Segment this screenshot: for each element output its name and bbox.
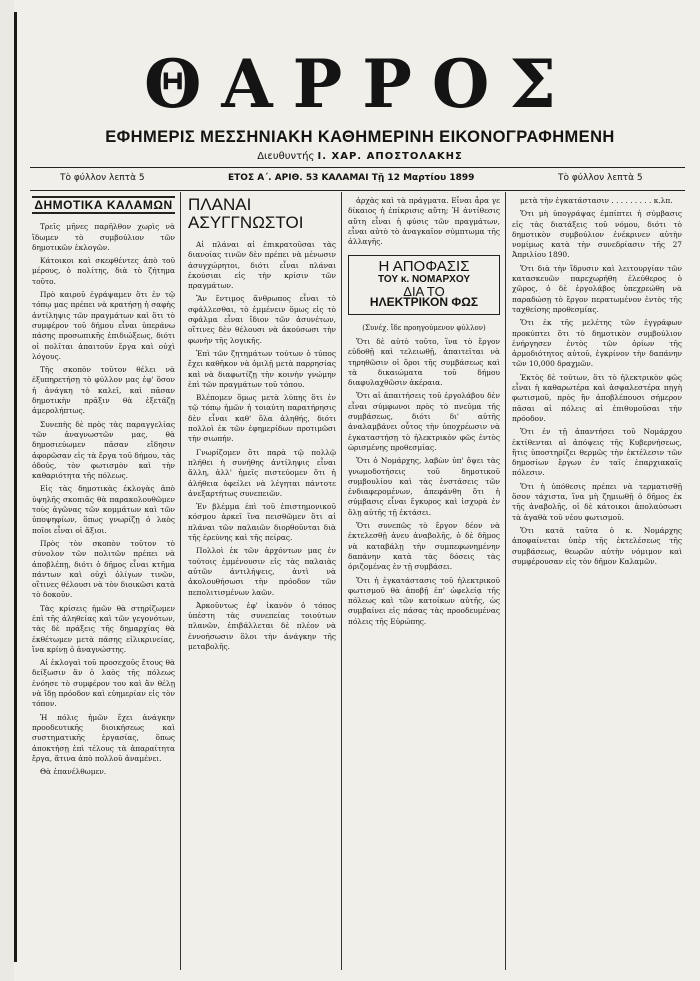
- director-line: [40, 151, 680, 162]
- article-paragraph: Αἱ πλάναι αἱ ἐπικρατοῦσαι τὰς διανοίας τινῶν δὲν πρέπει νὰ μένωσιν ἀσυγχώρητοι, διότι εἶναι πλάναι ἐκούσιαι εἰς τὴν κρίσιν τῶν πραγμάτων.: [188, 240, 336, 291]
- continued-note: (Συνέχ. ἴδε προηγούμενον φύλλον): [362, 323, 486, 332]
- article-paragraph: Τὰς κρίσεις ἡμῶν θὰ στηρίζωμεν ἐπὶ τῆς ἀληθείας καὶ τῶν γεγονότων, τὰς δὲ πράξεις τῆς δημαρχίας θὰ ἐκθέτωμεν μετὰ πάσης εἰλικρινείας, ἵνα κρίνῃ ὁ ἀναγνώστης.: [32, 603, 175, 654]
- article-paragraph: Ὅτι ὁ Νομάρχης, λαβὼν ὑπ' ὄψει τὰς γνωμοδοτήσεις τοῦ δημοτικοῦ συμβουλίου καὶ τὰς ἐνστάσεις τῶν ἐνδιαφερομένων, ἀπεφάνθη ὅτι ἡ σύμβασις εἶναι ἔγκυρος καὶ ἰσχυρὰ ἐν ὅλῃ αὐτῆς τῇ ἐκτάσει.: [348, 456, 500, 517]
- column-3: [348, 196, 500, 966]
- article-paragraph: Ἐπὶ τῶν ζητημάτων τούτων ὁ τύπος ἔχει καθῆκον νὰ ὁμιλῇ μετὰ παρρησίας καὶ νὰ διαφωτίζῃ τὴν κοινὴν γνώμην ἐπὶ τῶν πραγμάτων τοῦ τόπου.: [188, 348, 336, 389]
- article-paragraph: Ὅτι αἱ ἀπαιτήσεις τοῦ ἐργολάβου δὲν εἶναι σύμφωνοι πρὸς τὸ πνεῦμα τῆς συμβάσεως, διότι δι' αὐτῆς ἀναλαμβάνει οὗτος τὴν ὑποχρέωσιν νὰ ἐγκαταστήσῃ τὸ ἠλεκτρικὸν φῶς ἐντὸς ὡρισμένης προθεσμίας.: [348, 391, 500, 452]
- article-paragraph: Θὰ ἐπανέλθωμεν.: [40, 767, 107, 777]
- article-paragraph: Πρὸς τὸν σκοπὸν τοῦτον τὸ σύνολον τῶν πολιτῶν πρέπει νὰ ἀποβλέπῃ, διότι ὁ δῆμος εἶναι κτῆμα πάντων καὶ οὐχὶ ὀλίγων τινῶν, οἵτινες θέλουσι νὰ τὸν διοικῶσι κατὰ τὸ δοκοῦν.: [32, 538, 175, 600]
- article-heading: ΠΛΑΝΑΙ ΑΣΥΓΓΝΩΣΤΟΙ: [188, 196, 304, 232]
- decision-line: ΔΙΑ ΤΟ: [403, 284, 445, 300]
- article-paragraph: Ὅτι μὴ ὑπογράψας ἐμπίπτει ἡ σύμβασις εἰς τὰς διατάξεις τοῦ νόμου, διότι τὸ δημοτικὸν συμβούλιον ἐνέκρινεν αὐτὴν νομίμως κατὰ τὴν συνεδρίασιν τῆς 27 Ἀπριλίου 1890.: [512, 209, 682, 260]
- price-right: Τὸ φύλλον λεπτὰ 5: [558, 173, 643, 183]
- price-left: Τὸ φύλλον λεπτὰ 5: [60, 173, 145, 183]
- article-paragraph: Ὅτι ἡ ὑπόθεσις πρέπει νὰ τερματισθῇ ὅσον τάχιστα, ἵνα μὴ ζημιωθῇ ὁ δῆμος ἐκ τῆς ἀναβολῆς, οἱ δὲ κάτοικοι ἀπολαύσωσι τὰ ἀγαθὰ τοῦ νέου φωτισμοῦ.: [512, 481, 682, 522]
- article-paragraph: Ὅτι ἐν τῇ ἀπαντήσει τοῦ Νομάρχου ἐκτίθενται αἱ ἀπόψεις τῆς Κυβερνήσεως, ἥτις ὑποστηρίζει θερμῶς τὴν ἐκτέλεσιν τῶν δημοσίων ἔργων ἐν ταῖς ἐπαρχιακαῖς πόλεσιν.: [512, 427, 682, 478]
- column-rule: [341, 192, 342, 970]
- article-paragraph: Ὅτι δὲ αὐτὸ τοῦτο, ἵνα τὸ ἔργον εὐδοθῇ καὶ τελειωθῇ, ἀπαιτεῖται νὰ τηρηθῶσιν οἱ ὅροι τῆς συμβάσεως καὶ τὰ δικαιώματα τοῦ δήμου διαφυλαχθῶσιν ἀκέραια.: [348, 336, 500, 388]
- column-rule: [180, 192, 181, 970]
- director-name: Ι. ΧΑΡ. ΑΠΟΣΤΟΛΑΚΗΣ: [317, 151, 463, 162]
- article-paragraph: Ὅτι ἐκ τῆς μελέτης τῶν ἐγγράφων προκύπτει ὅτι τὸ δημοτικὸν συμβούλιον ἐνήργησεν ἐντὸς τῶν ὁρίων τῆς ἁρμοδιότητος αὐτοῦ, ἐγκρίνον τὴν δαπάνην τῶν 10,000 δραχμῶν.: [512, 318, 682, 369]
- article-paragraph: Ὅτι συνεπῶς τὸ ἔργον δέον νὰ ἐκτελεσθῇ ἀνευ ἀναβολῆς, ὁ δὲ δῆμος νὰ καταβάλῃ τὴν συμπεφωνημένην δαπάνην κατὰ τὰς δόσεις τὰς ὁριζομένας ἐν τῇ συμβάσει.: [348, 521, 500, 572]
- article-paragraph: Γνωρίζομεν ὅτι παρὰ τῷ πολλῷ πλήθει ἡ συνήθης ἀντίληψις εἶναι ἄλλη, ἀλλ' ἡμεῖς πιστεύομεν ὅτι ἡ ἀλήθεια ὀφείλει νὰ λέγηται πάντοτε ἀνεξαρτήτως συνεπειῶν.: [188, 447, 336, 498]
- article-paragraph: Ἀρκοῦντως ἐφ' ἱκανὸν ὁ τόπος ὑπέστη τὰς συνεπείας τοιούτων πλανῶν, ἐπιβάλλεται δὲ πλέον νὰ ἐννοήσωσιν ὅλοι τὴν ἀνάγκην τῆς μεταβολῆς.: [188, 600, 336, 651]
- decision-subtitle: ΤΟΥ κ. ΝΟΜΑΡΧΟΥ: [377, 273, 471, 285]
- article-paragraph: Ὅτι ἡ ἐγκατάστασις τοῦ ἠλεκτρικοῦ φωτισμοῦ θὰ ἀποβῇ ἐπ' ὠφελείᾳ τῆς πόλεως καὶ τῶν κατοίκων αὐτῆς, ὡς συμβαίνει εἰς πάσας τὰς προοδευμένας πόλεις τῆς Εὐρώπης.: [348, 575, 500, 626]
- newspaper-title: ΘΑΡΡΟΣ: [143, 45, 577, 123]
- newspaper-subtitle: ΕΦΗΜΕΡΙΣ ΜΕΣΣΗΝΙΑΚΗ ΚΑΘΗΜΕΡΙΝΗ ΕΙΚΟΝΟΓΡΑΦΗΜΕΝΗ: [105, 128, 615, 146]
- column-2: [188, 196, 336, 966]
- masthead: [40, 46, 680, 162]
- issue-line: ΕΤΟΣ Α΄. ΑΡΙΘ. 53 ΚΑΛΑΜΑΙ Τῇ 12 Μαρτίου 1899: [228, 173, 475, 183]
- article-paragraph: Κάτοικοι καὶ σκεφθέντες ἀπὸ τοῦ μέρους, ὁ πολίτης, διὰ τὸ ζήτημα τοῦτο.: [32, 256, 175, 286]
- column-1: [32, 196, 175, 966]
- decision-topic: ΗΛΕΚΤΡΙΚΟΝ ΦΩΣ: [369, 295, 479, 310]
- article-paragraph: Τῆς σκοπὸν τοῦτον θέλει νὰ ἐξυπηρετήσῃ τὸ φύλλον μας ἐφ' ὅσον ἡ ἀνάγκη τὸ καλεῖ, καὶ πᾶσαν δημοτικὴν πρᾶξιν θὰ ἐξετάζῃ ἀμερολήπτως.: [32, 365, 175, 416]
- column-4: [512, 196, 682, 966]
- issue-info-bar: [30, 167, 685, 191]
- article-paragraph: μετὰ τὴν ἐγκατάστασιν . . . . . . . . . κ.λπ.: [520, 196, 673, 205]
- decision-headline-box: [348, 255, 500, 314]
- decision-title: Η ΑΠΟΦΑΣΙΣ: [378, 258, 470, 276]
- article-paragraph: ἀρχὰς καὶ τὰ πράγματα. Εἶναι ἆρα γε δίκαιος ἡ ἐπίκρισις αὕτη; Ἡ ἀντίθεσις αὕτη εἶναι ἡ φύσις τῶν πραγμάτων, εἶναι αὐτὸ τὸ ἀναγκαῖον σύμπτωμα τῆς ἀλλαγῆς.: [348, 196, 500, 247]
- article-paragraph: Ἐν βλέμμα ἐπὶ τοῦ ἐπιστημονικοῦ κόσμου ἀρκεῖ ἵνα πεισθῶμεν ὅτι αἱ πλάναι τῶν παλαιῶν διορθοῦνται διὰ τῆς ἐρεύνης καὶ τῆς πείρας.: [188, 502, 336, 543]
- binding-rule: [14, 12, 17, 962]
- article-paragraph: Ἂν ἔντιμος ἄνθρωπος εἶναι τὸ σφάλλεσθαι, τὸ ἐμμένειν ὅμως εἰς τὸ σφάλμα εἶναι ἴδιον τῶν ἀσυνέτων, οἵτινες δὲν θέλουσι νὰ ἀκούσωσι τὴν φωνὴν τῆς λογικῆς.: [188, 294, 336, 345]
- article-paragraph: Ἡ πόλις ἡμῶν ἔχει ἀνάγκην προοδευτικῆς διοικήσεως καὶ συστηματικῆς ἐργασίας, ὅπως ἀποκτήσῃ ἐπὶ τέλους τὰ ἀπαραίτητα ἔργα, ἅτινα ἀπὸ πολλοῦ ἀναμένει.: [32, 712, 175, 763]
- article-paragraph: Ὅτι διὰ τὴν ἴδρυσιν καὶ λειτουργίαν τῶν κατασκευῶν παρεχωρήθη ἐλεύθερος ὁ χῶρος, ὁ δὲ ἐργολάβος ὑπεχρεώθη νὰ παραδώσῃ τὸ ἔργον περατωμένον ἐντὸς τῆς ταχθείσης προθεσμίας.: [512, 263, 682, 314]
- page-margin: [0, 0, 14, 981]
- article-paragraph: Αἱ ἐκλογαὶ τοῦ προσεχοῦς ἔτους θὰ δείξωσιν ἂν ὁ λαὸς τῆς πόλεως ἐνόησε τὸ συμφέρον του καὶ ἂν θέλῃ νὰ ἴδῃ πρόοδον καὶ εὐημερίαν εἰς τὸν τόπον.: [32, 658, 175, 709]
- article-paragraph: Πολλοὶ ἐκ τῶν ἀρχόντων μας ἐν τούτοις ἐμμένουσιν εἰς τὰς παλαιὰς αὐτῶν ἀντιλήψεις, ἀντὶ νὰ ἀκολουθήσωσι τὴν πρόοδον τῶν πεπολιτισμένων λαῶν.: [188, 546, 336, 597]
- article-paragraph: Ὅτι κατὰ ταῦτα ὁ κ. Νομάρχης ἀποφαίνεται ὑπὲρ τῆς ἐκτελέσεως τῆς συμβάσεως, θεωρῶν αὐτὴν νόμιμον καὶ συμφέρουσαν εἰς τὸν δῆμον Καλαμῶν.: [512, 525, 682, 566]
- director-label: Διευθυντής: [257, 151, 315, 162]
- article-paragraph: Συνεπὴς δὲ πρὸς τὰς παραγγελίας τῶν ἀναγνωστῶν μας, θὰ δημοσιεύωμεν πᾶσαν εἴδησιν ἀφορῶσαν εἰς τὰ ἔργα τοῦ δήμου, τὰς ὁδούς, τὸν φωτισμὸν καὶ τὴν καθαριότητα τῆς πόλεως.: [32, 419, 175, 481]
- article-paragraph: Εἰς τὰς δημοτικὰς ἐκλογὰς ἀπὸ ὑψηλῆς σκοπιᾶς θὰ παρακολουθῶμεν τοὺς ἀγῶνας τῶν κομμάτων καὶ τῶν ὑποψηφίων, ὅπως γνωρίζῃ ὁ λαὸς ποῖοι εἶναι οἱ ἄξιοι.: [32, 484, 175, 535]
- article-paragraph: Ἐκτὸς δὲ τούτων, ὅτι τὸ ἠλεκτρικὸν φῶς εἶναι ἡ καθαρωτέρα καὶ ἀσφαλεστέρα πηγὴ φωτισμοῦ, πρὸς ἣν ἀποβλέπουσι σήμερον πᾶσαι αἱ πόλεις αἱ ἐπιθυμοῦσαι τὴν πρόοδον.: [512, 372, 682, 423]
- article-heading: ΔΗΜΟΤΙΚΑ ΚΑΛΑΜΩΝ: [32, 196, 175, 214]
- article-paragraph: Πρὸ καιροῦ ἐγράψαμεν ὅτι ἐν τῷ τόπῳ μας πρέπει νὰ κρατήσῃ ἡ σαφὴς ἀντίληψις τῶν πραγμάτων καὶ ὅτι τὸ συμφέρον τοῦ δήμου εἶναι ὑπεράνω πάσης προσωπικῆς ἐπιδιώξεως, διότι οἱ πολῖται ἀπαιτοῦν ἔργα καὶ οὐχὶ λόγους.: [32, 290, 175, 361]
- column-rule: [505, 192, 506, 970]
- article-paragraph: Τρεῖς μῆνες παρῆλθον χωρὶς νὰ ἴδωμεν τὸ συμβούλιον τῶν δημοτικῶν ἐκλογῶν.: [32, 222, 175, 252]
- article-paragraph: Βλέπομεν ὅμως μετὰ λύπης ὅτι ἐν τῷ τόπῳ ἡμῶν ἡ τοιαύτη παρατήρησις δὲν εἶναι καθ' ὅλα ἀληθής, διότι πολλοὶ ἐκ τῶν ἐφημερίδων προτιμῶσι τὴν σιωπήν.: [188, 393, 336, 444]
